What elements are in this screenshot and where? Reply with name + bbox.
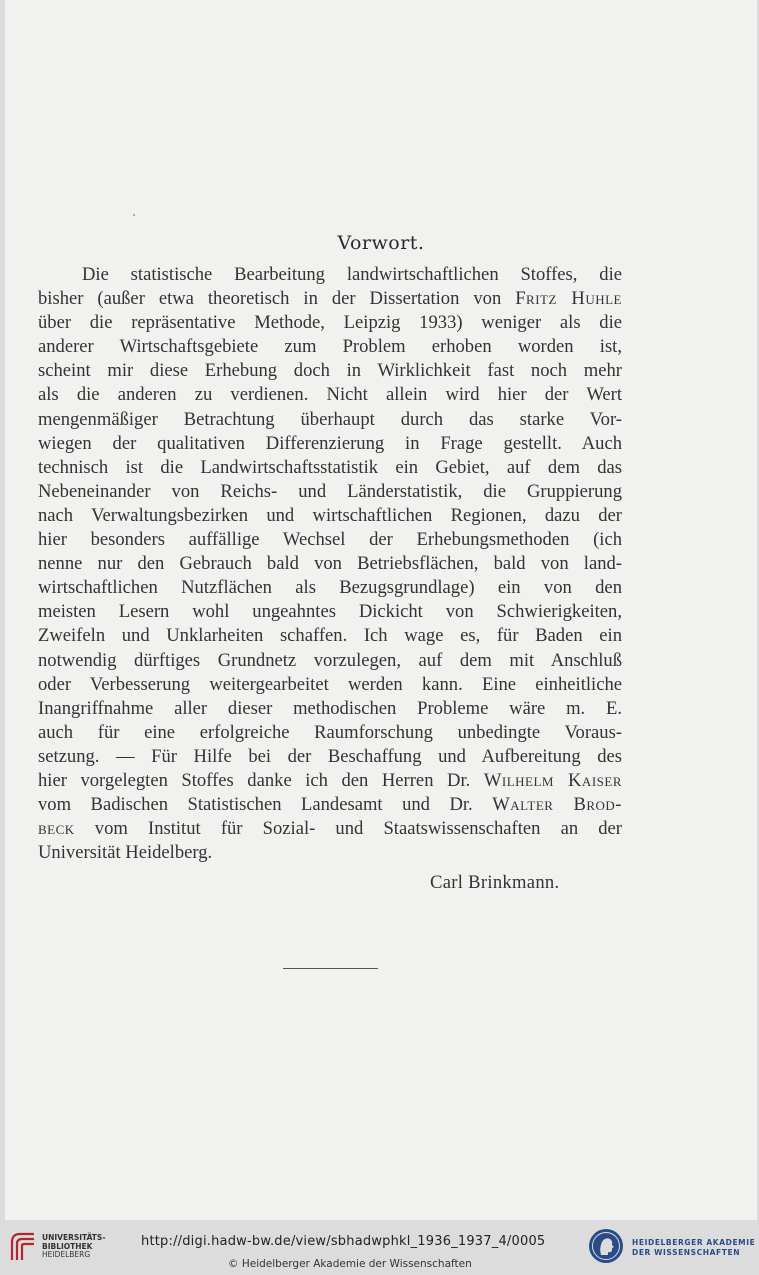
text-line: mengenmäßiger Betrachtung überhaupt durch das starke Vor- (38, 408, 622, 430)
text-line: technisch ist die Landwirtschaftsstatistik ein Gebiet, auf dem das (38, 456, 622, 478)
copyright-notice: © Heidelberger Akademie der Wissenschaften (228, 1258, 472, 1270)
text-line: meisten Lesern wohl ungeahntes Dickicht von Schwierigkeiten, (38, 601, 622, 623)
text-line: bisher (außer etwa theoretisch in der Dissertation von Fritz Huhle (38, 288, 622, 310)
text-line: scheint mir diese Erhebung doch in Wirklichkeit fast noch mehr (38, 360, 622, 382)
text-line: Nebeneinander von Reichs- und Länderstatistik, die Gruppierung (38, 480, 622, 502)
foreword-body (38, 263, 622, 865)
text-line: hier besonders auffällige Wechsel der Erhebungsmethoden (ich (38, 529, 622, 551)
text-line: beck vom Institut für Sozial- und Staatswissenschaften an der (38, 818, 622, 840)
person-name: Wilhelm Kaiser (483, 769, 622, 791)
person-name: beck (38, 818, 75, 840)
text-line: wirtschaftlichen Nutzflächen als Bezugsgrundlage) ein von den (38, 577, 622, 599)
document-page (5, 0, 757, 1220)
text-line: Universität Heidelberg. (38, 842, 213, 864)
text-line: anderer Wirtschaftsgebiete zum Problem erhoben worden ist, (38, 336, 622, 358)
university-library-logo-icon (8, 1230, 38, 1264)
text-line: hier vorgelegten Stoffes danke ich den Herren Dr. Wilhelm Kaiser (38, 769, 622, 791)
person-name: Walter Brod- (492, 794, 622, 816)
text-line: Zweifeln und Unklarheiten schaffen. Ich wage es, für Baden ein (38, 625, 622, 647)
text-line: als die anderen zu verdienen. Nicht allein wird hier der Wert (38, 384, 622, 406)
text-line: auch für eine erfolgreiche Raumforschung unbedingte Voraus- (38, 721, 622, 743)
text-line: wiegen der qualitativen Differenzierung in Frage gestellt. Auch (38, 432, 622, 454)
divider-rule (283, 968, 378, 969)
text-line: nenne nur den Gebrauch bald von Betriebsflächen, bald von land- (38, 553, 622, 575)
author-name: Fritz Huhle (515, 288, 622, 310)
text-line: notwendig dürftiges Grundnetz vorzulegen, auf dem mit Anschluß (38, 649, 622, 671)
university-library-name: UNIVERSITÄTS- BIBLIOTHEK HEIDELBERG (42, 1233, 106, 1259)
text-line: setzung. — Für Hilfe bei der Beschaffung und Aufbereitung des (38, 745, 622, 767)
text-line: Inangriffnahme aller dieser methodischen Probleme wäre m. E. (38, 697, 622, 719)
text-line: vom Badischen Statistischen Landesamt und Dr. Walter Brod- (38, 794, 622, 816)
academy-name: HEIDELBERGER AKADEMIE DER WISSENSCHAFTEN (632, 1238, 756, 1257)
academy-seal-icon (588, 1228, 624, 1264)
permalink-url[interactable]: http://digi.hadw-bw.de/view/sbhadwphkl_1936_1937_4/0005 (141, 1234, 546, 1249)
text-line: oder Verbesserung weitergearbeitet werden kann. Eine einheitliche (38, 673, 622, 695)
footer-bar (0, 1220, 759, 1275)
page-title: Vorwort. (337, 232, 425, 254)
text-line: nach Verwaltungsbezirken und wirtschaftlichen Regionen, dazu der (38, 504, 622, 526)
speck (133, 214, 135, 216)
text-line: Die statistische Bearbeitung landwirtschaftlichen Stoffes, die (82, 264, 622, 285)
text-line: über die repräsentative Methode, Leipzig 1933) weniger als die (38, 312, 622, 334)
signature: Carl Brinkmann. (430, 872, 560, 893)
